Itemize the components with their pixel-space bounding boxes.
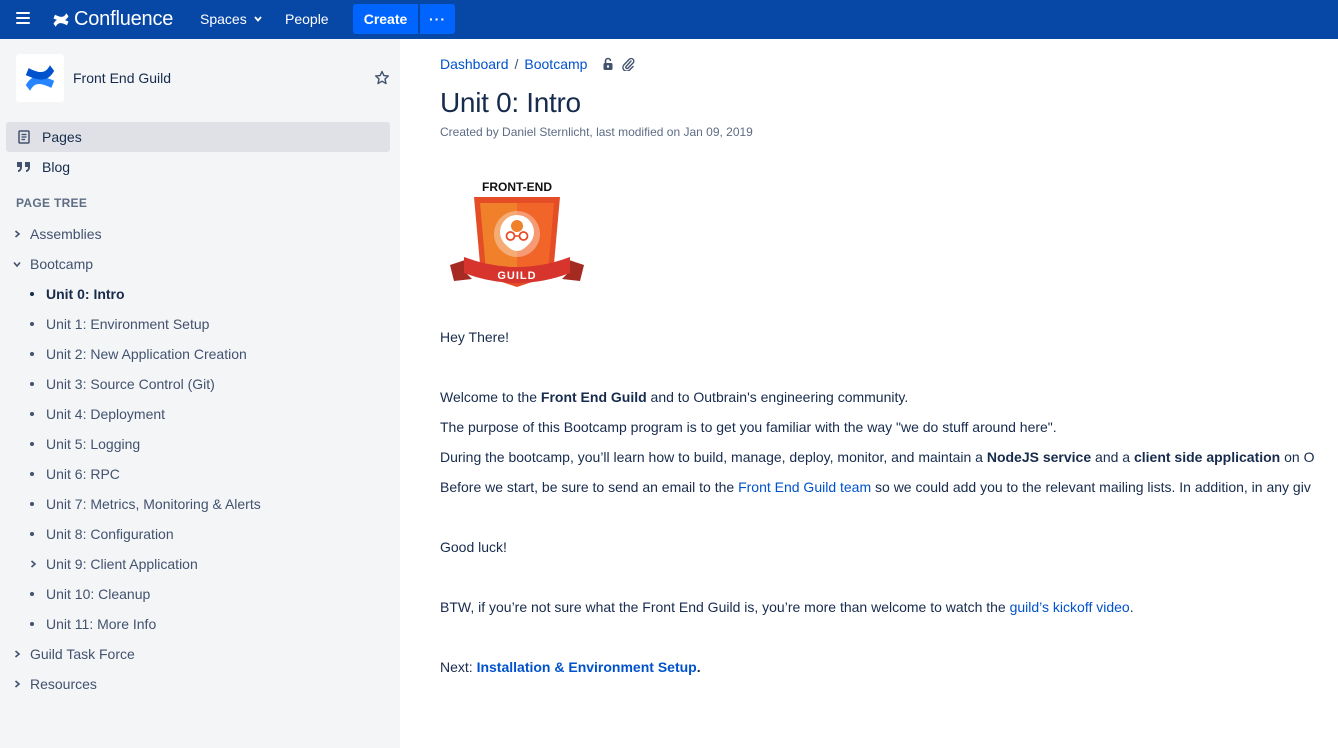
space-name: Front End Guild: [73, 70, 172, 86]
tree-item[interactable]: [28, 613, 156, 635]
sidebar-item-label: Pages: [42, 129, 82, 145]
tree-item-label: Unit 10: Cleanup: [46, 586, 151, 602]
text-span: .: [1129, 599, 1134, 615]
tree-item-label: Unit 0: Intro: [46, 286, 125, 302]
chevron-right-icon[interactable]: [12, 649, 30, 659]
tree-item-label: Unit 4: Deployment: [46, 406, 166, 422]
text-span: on O: [1280, 449, 1315, 465]
tree-item[interactable]: [28, 553, 198, 575]
text-span: BTW, if you’re not sure what the Front End Guild is, you’re more than welcome to watch the: [440, 599, 1010, 615]
confluence-logo[interactable]: [52, 8, 173, 31]
confluence-icon: [52, 11, 70, 29]
attachment-icon[interactable]: [621, 57, 635, 71]
bullet-icon: [28, 319, 46, 329]
sidebar-item-pages[interactable]: [6, 122, 390, 152]
breadcrumb-dashboard[interactable]: Dashboard: [440, 56, 509, 72]
text-span: .: [696, 659, 701, 675]
tree-item[interactable]: [12, 253, 93, 275]
logo-ribbon-text: GUILD: [497, 270, 537, 282]
people-link[interactable]: People: [285, 11, 329, 27]
sidebar-item-blog[interactable]: [6, 152, 390, 182]
tree-item-label: Unit 11: More Info: [46, 616, 157, 632]
chevron-right-icon[interactable]: [28, 559, 46, 569]
sidebar: [0, 39, 400, 748]
text-span: Next:: [440, 659, 477, 675]
bullet-icon: [28, 499, 46, 509]
text-span: so we could add you to the relevant mailing lists. In addition, in any giv: [871, 479, 1311, 495]
text-span: and to Outbrain's engineering community.: [646, 389, 909, 405]
star-icon[interactable]: [374, 70, 390, 86]
breadcrumb-bootcamp[interactable]: Bootcamp: [524, 56, 588, 72]
bullet-icon: [28, 379, 46, 389]
bold-text: Front End Guild: [540, 389, 647, 405]
bullet-icon: [28, 469, 46, 479]
tree-item-label: Guild Task Force: [30, 646, 135, 662]
logo-top-text: FRONT-END: [482, 180, 552, 194]
page-tree-heading: PAGE TREE: [16, 196, 88, 210]
front-end-guild-team-link[interactable]: Front End Guild team: [738, 479, 872, 495]
btw-paragraph: [440, 599, 1134, 615]
bullet-icon: [28, 589, 46, 599]
tree-item-label: Unit 7: Metrics, Monitoring & Alerts: [46, 496, 261, 512]
tree-item[interactable]: [28, 433, 140, 455]
bold-text: NodeJS service: [986, 449, 1092, 465]
confluence-space-icon: [23, 61, 57, 95]
spaces-menu[interactable]: [200, 11, 263, 27]
breadcrumb-separator: /: [514, 56, 519, 72]
tree-item-label: Unit 1: Environment Setup: [46, 316, 210, 332]
tree-item[interactable]: [28, 403, 165, 425]
tree-item-label: Unit 8: Configuration: [46, 526, 174, 542]
chevron-right-icon[interactable]: [12, 679, 30, 689]
tree-item[interactable]: [28, 373, 215, 395]
purpose-paragraph: The purpose of this Bootcamp program is to get you familiar with the way "we do stuff around here".: [440, 419, 1057, 435]
chevron-down-icon[interactable]: [12, 259, 30, 269]
tree-item-label: Unit 5: Logging: [46, 436, 141, 452]
bullet-icon: [28, 529, 46, 539]
next-paragraph: [440, 659, 701, 675]
text-span: and a: [1091, 449, 1134, 465]
space-avatar: [16, 54, 64, 102]
tree-item-label: Assemblies: [30, 226, 102, 242]
tree-item[interactable]: [28, 493, 261, 515]
tree-item[interactable]: [28, 583, 150, 605]
text-span: Welcome to the: [440, 389, 541, 405]
tree-item[interactable]: [12, 223, 102, 245]
tree-item-label: Bootcamp: [30, 256, 94, 272]
page-title: Unit 0: Intro: [440, 87, 581, 118]
bullet-icon: [28, 289, 46, 299]
page-content: [400, 39, 1338, 748]
spaces-label: Spaces: [200, 11, 247, 27]
pages-icon: [16, 129, 32, 145]
bullet-icon: [28, 439, 46, 449]
breadcrumb: [440, 56, 635, 72]
greeting-text: Hey There!: [440, 329, 509, 345]
app-name: Confluence: [74, 8, 174, 30]
tree-item[interactable]: [28, 283, 125, 305]
tree-item[interactable]: [28, 463, 120, 485]
before-paragraph: [440, 479, 1311, 495]
tree-item-label: Unit 6: RPC: [46, 466, 120, 482]
during-paragraph: [440, 449, 1314, 465]
tree-item-label: Unit 9: Client Application: [46, 556, 198, 572]
tree-item[interactable]: [12, 673, 97, 695]
create-button[interactable]: Create: [353, 4, 418, 34]
next-page-link[interactable]: Installation & Environment Setup: [476, 659, 697, 675]
bold-text: client side application: [1133, 449, 1281, 465]
page-byline: Created by Daniel Sternlicht, last modified on Jan 09, 2019: [440, 125, 753, 139]
unlock-icon[interactable]: [601, 57, 615, 71]
text-span: Before we start, be sure to send an email to the: [440, 479, 739, 495]
tree-item[interactable]: [12, 643, 135, 665]
more-create-options-button[interactable]: ···: [420, 4, 455, 34]
tree-item-label: Unit 3: Source Control (Git): [46, 376, 215, 392]
sidebar-item-label: Blog: [42, 159, 71, 175]
tree-item-label: Resources: [30, 676, 97, 692]
front-end-guild-logo: [446, 179, 588, 299]
text-span: During the bootcamp, you’ll learn how to build, manage, deploy, monitor, and maintain a: [440, 449, 987, 465]
tree-item[interactable]: [28, 343, 247, 365]
bullet-icon: [28, 619, 46, 629]
blog-quote-icon: [16, 159, 32, 175]
top-navigation-bar: [0, 0, 1338, 39]
bullet-icon: [28, 409, 46, 419]
kickoff-video-link[interactable]: guild’s kickoff video: [1009, 599, 1130, 615]
menu-icon[interactable]: [16, 12, 30, 26]
tree-item-label: Unit 2: New Application Creation: [46, 346, 247, 362]
tree-item[interactable]: [28, 313, 209, 335]
space-header[interactable]: [16, 54, 171, 102]
bullet-icon: [28, 349, 46, 359]
chevron-down-icon: [253, 14, 263, 24]
tree-item[interactable]: [28, 523, 174, 545]
good-luck-text: Good luck!: [440, 539, 507, 555]
chevron-right-icon[interactable]: [12, 229, 30, 239]
welcome-paragraph: [440, 389, 908, 405]
